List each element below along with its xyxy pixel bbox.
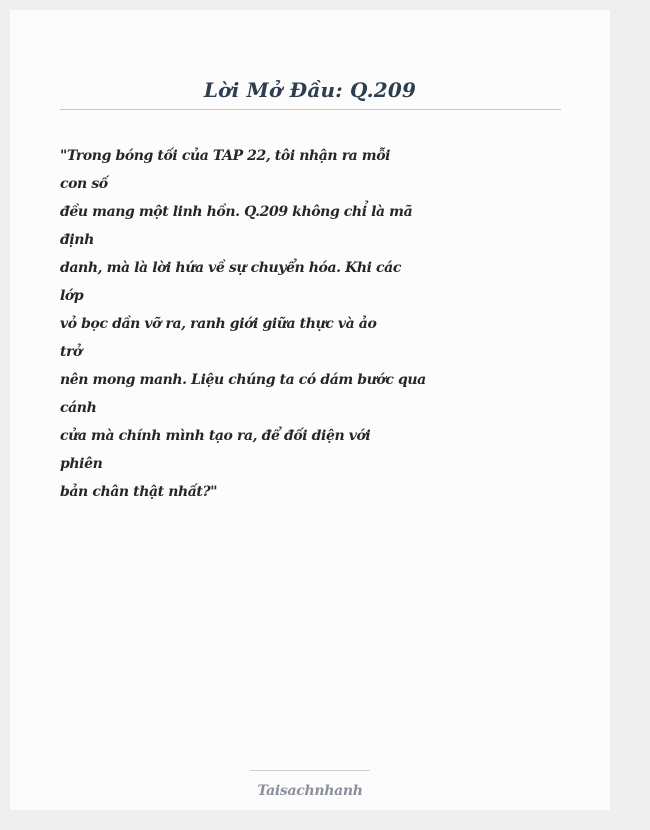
text-line: vỏ bọc dần vỡ ra, ranh giới giữa thực và ảo	[60, 316, 377, 332]
document-page	[10, 10, 610, 810]
text-line: con số	[60, 176, 108, 192]
text-line: trở	[60, 344, 82, 360]
text-line: cánh	[60, 400, 97, 416]
footer-divider	[250, 770, 370, 771]
text-line: nên mong manh. Liệu chúng ta có dám bước qua	[60, 372, 426, 388]
text-line: lớp	[60, 288, 84, 304]
footer-signature: Taisachnhanh	[257, 783, 363, 799]
text-line: đều mang một linh hồn. Q.209 không chỉ là mã	[60, 204, 413, 220]
text-line: danh, mà là lời hứa về sự chuyển hóa. Khi các	[60, 260, 401, 276]
title-divider	[60, 109, 561, 110]
text-line: phiên	[60, 456, 103, 472]
text-line: cửa mà chính mình tạo ra, để đối diện với	[60, 428, 371, 444]
page-title: Lời Mở Đầu: Q.209	[203, 78, 417, 102]
text-line: bản chân thật nhất?"	[60, 484, 218, 500]
text-line: "Trong bóng tối của TAP 22, tôi nhận ra mỗi	[60, 148, 391, 164]
prologue-text	[60, 142, 426, 506]
text-line: định	[60, 232, 94, 248]
